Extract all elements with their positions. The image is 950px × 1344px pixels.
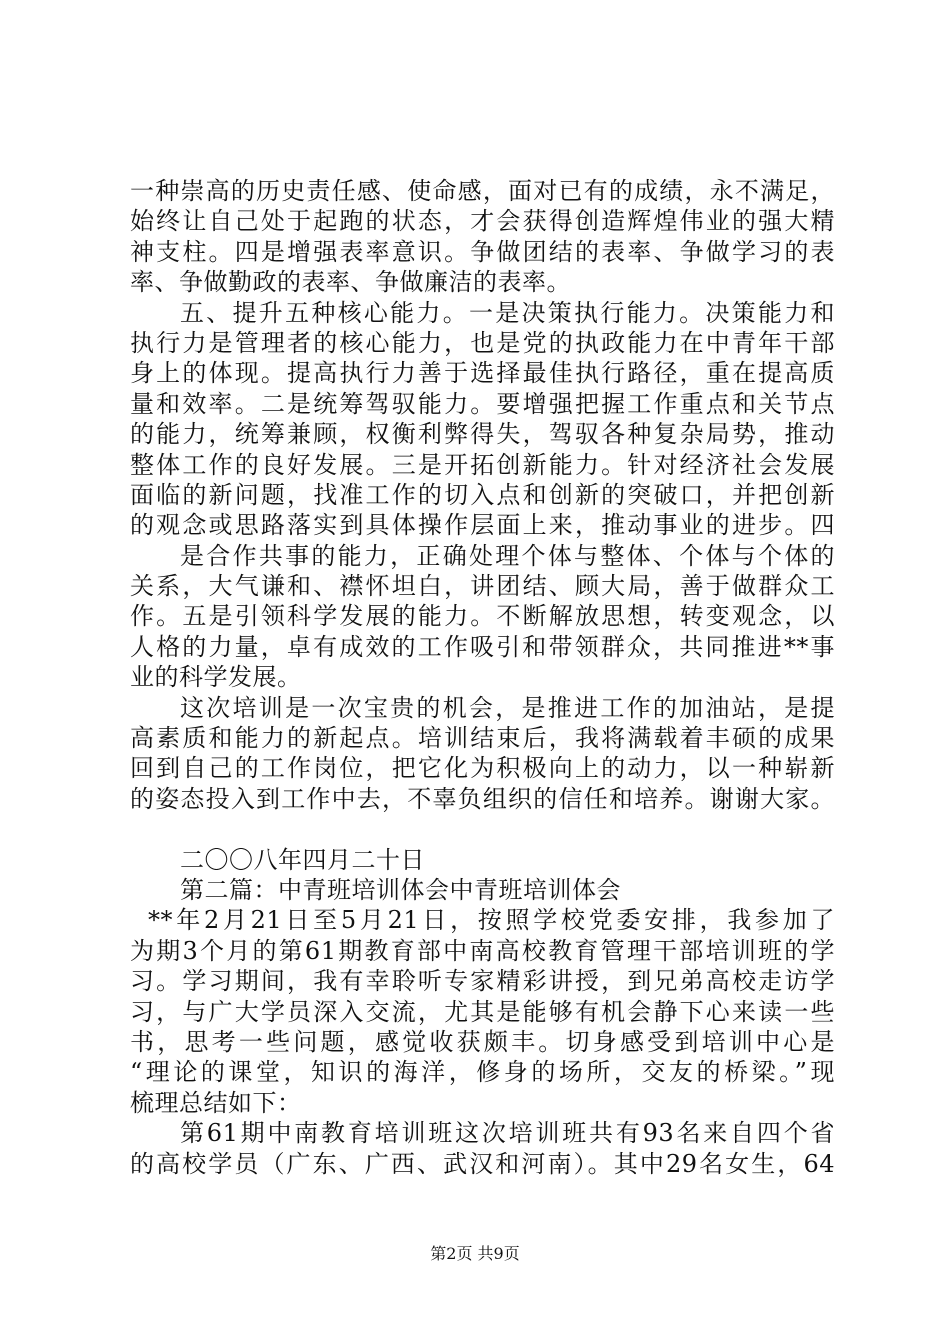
page-footer: 第2页 共9页 [430, 1244, 520, 1263]
text-line: 五、提升五种核心能力。一是决策执行能力。决策能力和 [180, 298, 835, 327]
text-line: 关系，大气谦和、襟怀坦白，讲团结、顾大局，善于做群众工 [130, 572, 835, 601]
text-line: 一种崇高的历史责任感、使命感，面对已有的成绩，永不满足， [130, 177, 835, 205]
text-line: 的观念或思路落实到具体操作层面上来，推动事业的进步。四 [130, 511, 835, 540]
blank-line [130, 814, 835, 844]
text-line: 率、争做勤政的表率、争做廉洁的表率。 [130, 268, 571, 297]
text-line: 第61期中南教育培训班这次培训班共有93名来自四个省 [180, 1119, 835, 1148]
text-line: 为期3个月的第61期教育部中南高校教育管理干部培训班的学 [130, 936, 835, 965]
text-line: 执行力是管理者的核心能力，也是党的执政能力在中青年干部 [130, 328, 835, 357]
text-line: 神支柱。四是增强表率意识。争做团结的表率、争做学习的表 [130, 237, 835, 266]
text-line: 面临的新问题，找准工作的切入点和创新的突破口，并把创新 [130, 480, 835, 509]
text-line: 的能力，统筹兼顾，权衡利弊得失，驾驭各种复杂局势，推动 [130, 420, 835, 449]
text-line: 是合作共事的能力，正确处理个体与整体、个体与个体的 [180, 541, 835, 570]
text-line: “理论的课堂，知识的海洋，修身的场所，交友的桥梁。”现 [130, 1058, 835, 1087]
text-line: 习。学习期间，我有幸聆听专家精彩讲授，到兄弟高校走访学 [130, 967, 835, 996]
text-line: 的姿态投入到工作中去，不辜负组织的信任和培养。谢谢大家。 [130, 784, 835, 813]
text-line: 回到自己的工作岗位，把它化为积极向上的动力，以一种崭新 [130, 754, 835, 783]
document-body [130, 176, 835, 1179]
text-line: 作。五是引领科学发展的能力。不断解放思想，转变观念，以 [130, 602, 835, 631]
text-line: 习，与广大学员深入交流，尤其是能够有机会静下心来读一些 [130, 997, 835, 1026]
text-line: 梳理总结如下： [130, 1088, 302, 1117]
date-line: 二〇〇八年四月二十日 [180, 845, 425, 874]
text-line: 业的科学发展。 [130, 663, 302, 692]
section-heading: 第二篇：中青班培训体会中青班培训体会 [180, 875, 621, 904]
text-line: 书，思考一些问题，感觉收获颇丰。切身感受到培训中心是 [130, 1027, 835, 1056]
text-line: 这次培训是一次宝贵的机会，是推进工作的加油站，是提 [180, 693, 835, 722]
text-line: 整体工作的良好发展。三是开拓创新能力。针对经济社会发展 [130, 450, 835, 479]
text-line: 高素质和能力的新起点。培训结束后，我将满载着丰硕的成果 [130, 724, 835, 753]
text-line: **年2月21日至5月21日，按照学校党委安排，我参加了 [148, 906, 835, 935]
text-line: 量和效率。二是统筹驾驭能力。要增强把握工作重点和关节点 [130, 389, 835, 418]
text-line: 身上的体现。提高执行力善于选择最佳执行路径，重在提高质 [130, 359, 835, 388]
text-line: 始终让自己处于起跑的状态，才会获得创造辉煌伟业的强大精 [130, 207, 835, 236]
text-line: 的高校学员（广东、广西、武汉和河南）。其中29名女生，64 [130, 1149, 835, 1178]
text-line: 人格的力量，卓有成效的工作吸引和带领群众，共同推进**事 [130, 632, 835, 661]
